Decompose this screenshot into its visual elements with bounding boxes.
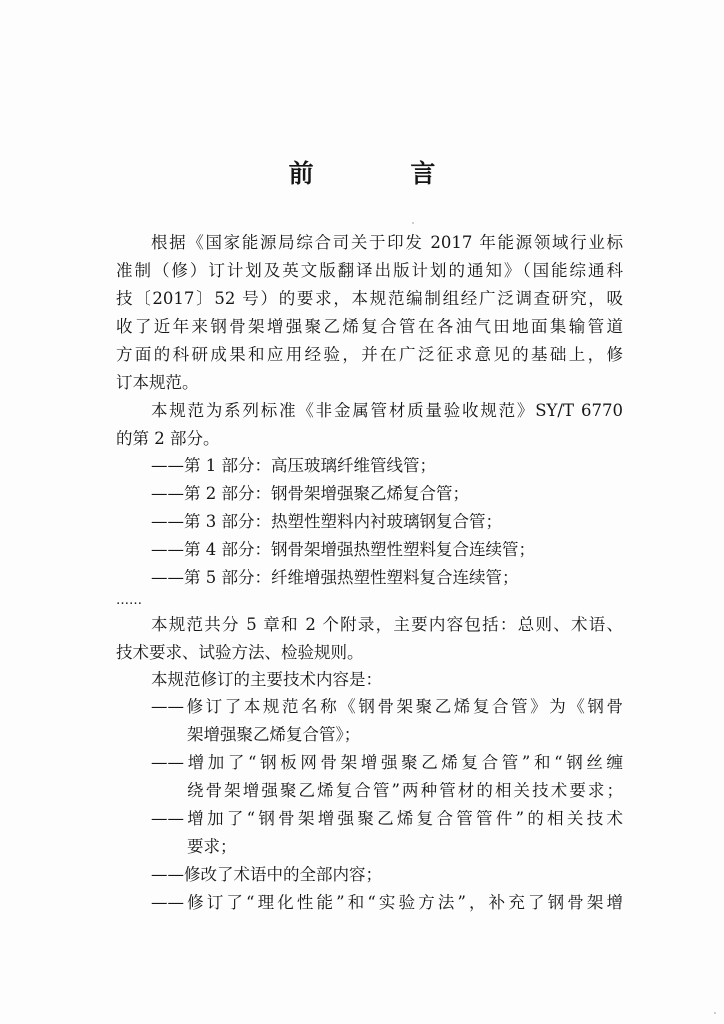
change-1-line-1: ——修订了本规范名称《钢骨架聚乙烯复合管》为《钢骨: [151, 697, 623, 716]
part-list-item-3: ——第 3 部分：热塑性塑料内衬玻璃钢复合管；: [151, 512, 502, 531]
change-3-line-1: ——增加了“钢骨架增强聚乙烯复合管管件”的相关技术: [151, 809, 623, 828]
part-list-item-2: ——第 2 部分：钢骨架增强聚乙烯复合管；: [151, 484, 469, 503]
paragraph-1-line-2: 准制（修）订计划及英文版翻译出版计划的通知》（国能综通科: [116, 261, 623, 280]
paragraph-3-line-1: 本规范共分 5 章和 2 个附录，主要内容包括：总则、术语、: [151, 615, 623, 634]
paragraph-2-line-2: 的第 2 部分。: [116, 429, 220, 448]
paragraph-2-line-1: 本规范为系列标准《非金属管材质量验收规范》SY/T 6770: [151, 401, 623, 420]
paragraph-1-line-4: 收了近年来钢骨架增强聚乙烯复合管在各油气田地面集输管道: [116, 317, 623, 336]
change-4: ——修改了术语中的全部内容；: [151, 865, 382, 884]
paragraph-1-line-5: 方面的科研成果和应用经验，并在广泛征求意见的基础上，修: [116, 345, 623, 364]
change-5-line-1: ——修订了“理化性能”和“实验方法”，补充了钢骨架增: [151, 893, 623, 912]
change-3-line-2: 要求；: [187, 837, 237, 856]
scan-speck: [412, 222, 414, 224]
paragraph-1-line-3: 技〔2017〕52 号）的要求，本规范编制组经广泛调查研究，吸: [116, 289, 623, 308]
change-2-line-2: 绕骨架增强聚乙烯复合管”两种管材的相关技术要求；: [187, 781, 623, 800]
paragraph-4: 本规范修订的主要技术内容是：: [151, 670, 382, 689]
paragraph-1-line-1: 根据《国家能源局综合司关于印发 2017 年能源领域行业标: [151, 233, 623, 252]
ellipsis: ……: [116, 593, 142, 608]
change-1-line-2: 架增强聚乙烯复合管》；: [187, 725, 361, 744]
part-list-item-5: ——第 5 部分：纤维增强热塑性塑料复合连续管；: [151, 568, 519, 587]
change-2-line-1: ——增加了“钢板网骨架增强聚乙烯复合管”和“钢丝缠: [151, 753, 623, 772]
paragraph-1-line-6: 订本规范。: [116, 373, 199, 392]
part-list-item-1: ——第 1 部分：高压玻璃纤维管线管；: [151, 456, 436, 475]
part-list-item-4: ——第 4 部分：钢骨架增强热塑性塑料复合连续管；: [151, 540, 535, 559]
scan-speck: [714, 1012, 716, 1014]
page-title: 前 言: [288, 159, 480, 188]
paragraph-3-line-2: 技术要求、试验方法、检验规则。: [116, 643, 364, 662]
